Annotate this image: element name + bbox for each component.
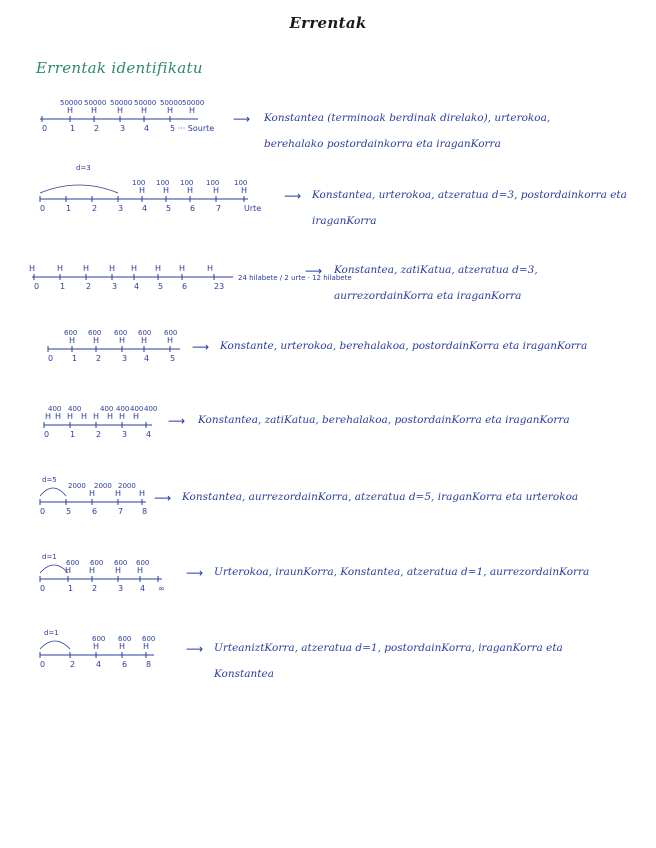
tick-label: 0 xyxy=(40,507,46,516)
annotation-label: d=3 xyxy=(76,164,91,172)
tick-label: 2 xyxy=(92,584,98,593)
payment-mark: H xyxy=(29,264,36,273)
section-subtitle: Errentak identifikatu xyxy=(36,59,203,77)
tick-label: 5 xyxy=(66,507,72,516)
tick-label: 0 xyxy=(42,124,48,133)
timeline-5 xyxy=(40,398,180,444)
payment-mark: H xyxy=(139,186,146,195)
payment-mark: H xyxy=(119,336,126,345)
payment-mark: H xyxy=(93,642,100,651)
payment-amount: 600 xyxy=(138,329,152,337)
payment-mark: H xyxy=(65,566,72,575)
tick-label: 3 xyxy=(122,430,128,439)
tick-label: 23 xyxy=(214,282,225,291)
tick-label: 2 xyxy=(70,660,76,669)
payment-amount: 100 xyxy=(234,179,248,187)
tick-label: 0 xyxy=(44,430,50,439)
payment-amount: 2000 xyxy=(94,482,112,490)
payment-mark: H xyxy=(45,412,52,421)
payment-mark: H xyxy=(55,412,62,421)
timeline-3-svg xyxy=(28,256,352,306)
arrow-icon: ⟶ xyxy=(305,264,323,278)
payment-amount: 400 xyxy=(116,405,130,413)
payment-mark: H xyxy=(141,106,148,115)
payment-amount: 600 xyxy=(66,559,80,567)
arrow-icon: ⟶ xyxy=(192,340,210,354)
tick-label: 6 xyxy=(92,507,98,516)
tick-label: 7 xyxy=(118,507,124,516)
payment-mark: H xyxy=(67,412,74,421)
tick-label: 4 xyxy=(96,660,102,669)
payment-mark: H xyxy=(213,186,220,195)
payment-amount: 600 xyxy=(136,559,150,567)
tick-label: 4 xyxy=(140,584,146,593)
payment-amount: 400 xyxy=(100,405,114,413)
payment-amount: 50000 xyxy=(110,99,133,107)
timeline-8 xyxy=(36,624,186,672)
tick-label: ∞ xyxy=(158,584,165,593)
payment-amount: 100 xyxy=(206,179,220,187)
payment-mark: H xyxy=(91,106,98,115)
tick-label: 5 ··· Sourte xyxy=(170,124,215,133)
tick-label: 5 xyxy=(158,282,164,291)
timeline-1-svg xyxy=(36,94,236,134)
payment-mark: H xyxy=(67,106,74,115)
payment-amount: 400 xyxy=(48,405,62,413)
tick-label: 1 xyxy=(66,204,72,213)
payment-amount: 100 xyxy=(156,179,170,187)
tick-label: Urte xyxy=(244,204,262,213)
timeline-5-svg xyxy=(40,398,180,444)
deferral-arc xyxy=(40,641,70,649)
description-3: Konstantea, zatiKatua, atzeratua d=3, aurrezordainKorra eta iraganKorra xyxy=(334,264,538,302)
tick-label: 4 xyxy=(144,354,150,363)
description-5: Konstantea, zatiKatua, berehalakoa, postordainKorra eta iraganKorra xyxy=(198,414,570,426)
tick-label: 4 xyxy=(144,124,150,133)
tick-label: 3 xyxy=(120,124,126,133)
arrow-icon: ⟶ xyxy=(186,566,204,580)
payment-mark: H xyxy=(69,336,76,345)
tick-label: 6 xyxy=(182,282,188,291)
timeline-2-svg xyxy=(36,166,276,216)
payment-mark: H xyxy=(93,336,100,345)
timeline-8-svg xyxy=(36,624,186,672)
payment-amount: 50000 xyxy=(182,99,205,107)
arrow-icon: ⟶ xyxy=(168,414,186,428)
payment-mark: H xyxy=(167,336,174,345)
payment-amount: 50000 xyxy=(60,99,83,107)
arrow-icon: ⟶ xyxy=(154,491,172,505)
tick-label: 0 xyxy=(34,282,40,291)
tick-label: 0 xyxy=(40,660,46,669)
payment-mark: H xyxy=(109,264,116,273)
deferral-arc xyxy=(40,488,66,496)
tick-label: 3 xyxy=(118,204,124,213)
timeline-2 xyxy=(36,166,276,216)
tick-label: 4 xyxy=(146,430,152,439)
payment-amount: 600 xyxy=(164,329,178,337)
deferral-arc xyxy=(40,185,118,193)
payment-mark: H xyxy=(137,566,144,575)
payment-amount: 600 xyxy=(118,635,132,643)
payment-amount: 50000 xyxy=(160,99,183,107)
payment-amount: 100 xyxy=(132,179,146,187)
tick-label: 2 xyxy=(92,204,98,213)
payment-mark: H xyxy=(93,412,100,421)
timeline-3 xyxy=(28,256,352,306)
tick-label: 3 xyxy=(118,584,124,593)
tick-label: 3 xyxy=(112,282,118,291)
payment-mark: H xyxy=(155,264,162,273)
payment-mark: H xyxy=(107,412,114,421)
tick-label: 8 xyxy=(146,660,152,669)
tick-label: 1 xyxy=(72,354,78,363)
tick-label: 1 xyxy=(70,430,76,439)
annotation-label: d=5 xyxy=(42,476,57,484)
payment-mark: H xyxy=(115,489,122,498)
payment-amount: 2000 xyxy=(118,482,136,490)
tick-label: 0 xyxy=(48,354,54,363)
annotation-label: d=1 xyxy=(44,629,59,637)
tick-label: 7 xyxy=(216,204,222,213)
tick-label: 6 xyxy=(190,204,196,213)
payment-amount: 600 xyxy=(114,559,128,567)
tick-label: 4 xyxy=(134,282,140,291)
payment-mark: H xyxy=(143,642,150,651)
payment-mark: H xyxy=(131,264,138,273)
payment-amount: 400 xyxy=(68,405,82,413)
payment-mark: H xyxy=(167,106,174,115)
payment-mark: H xyxy=(57,264,64,273)
payment-mark: H xyxy=(89,489,96,498)
payment-mark: H xyxy=(115,566,122,575)
arrow-icon: ⟶ xyxy=(186,642,204,656)
payment-mark: H xyxy=(189,106,196,115)
page-title: Errentak xyxy=(289,14,367,32)
annotation-label: d=1 xyxy=(42,553,57,561)
payment-mark: H xyxy=(133,412,140,421)
description-6: Konstantea, aurrezordainKorra, atzeratua d=5, iraganKorra eta urterokoa xyxy=(182,491,579,503)
tick-label: 3 xyxy=(122,354,128,363)
payment-mark: H xyxy=(119,642,126,651)
tick-label: 1 xyxy=(60,282,66,291)
arrow-icon: ⟶ xyxy=(284,189,302,203)
tick-label: 0 xyxy=(40,204,46,213)
description-7: Urterokoa, iraunKorra, Konstantea, atzeratua d=1, aurrezordainKorra xyxy=(214,566,590,578)
tick-label: 1 xyxy=(68,584,74,593)
payment-amount: 50000 xyxy=(84,99,107,107)
payment-mark: H xyxy=(119,412,126,421)
payment-amount: 600 xyxy=(92,635,106,643)
payment-mark: H xyxy=(179,264,186,273)
payment-amount: 600 xyxy=(90,559,104,567)
payment-mark: H xyxy=(163,186,170,195)
payment-amount: 600 xyxy=(64,329,78,337)
tick-label: 2 xyxy=(94,124,100,133)
payment-amount: 600 xyxy=(142,635,156,643)
payment-mark: H xyxy=(83,264,90,273)
timeline-7 xyxy=(36,548,206,596)
tick-label: 2 xyxy=(96,430,102,439)
payment-amount: 600 xyxy=(88,329,102,337)
timeline-1 xyxy=(36,94,236,134)
timeline-7-svg xyxy=(36,548,206,596)
payment-mark: H xyxy=(81,412,88,421)
deferral-arc xyxy=(40,565,68,573)
description-2: Konstantea, urterokoa, atzeratua d=3, postordainkorra eta iraganKorra xyxy=(312,189,627,227)
payment-mark: H xyxy=(241,186,248,195)
tick-label: 6 xyxy=(122,660,128,669)
tick-label: 5 xyxy=(170,354,176,363)
payment-amount: 2000 xyxy=(68,482,86,490)
tick-label: 1 xyxy=(70,124,76,133)
tick-label: 2 xyxy=(96,354,102,363)
payment-mark: H xyxy=(207,264,214,273)
tick-label: 0 xyxy=(40,584,46,593)
description-8: UrteaniztKorra, atzeratua d=1, postordainKorra, iraganKorra eta Konstantea xyxy=(214,642,563,680)
description-1: Konstantea (terminoak berdinak direlako), urterokoa, berehalako postordainkorra eta iraganKorra xyxy=(264,112,551,150)
description-4: Konstante, urterokoa, berehalakoa, postordainKorra eta iraganKorra xyxy=(220,340,588,352)
tick-label: 2 xyxy=(86,282,92,291)
payment-amount: 50000 xyxy=(134,99,157,107)
tick-label: 5 xyxy=(166,204,172,213)
payment-mark: H xyxy=(141,336,148,345)
payment-amount: 600 xyxy=(114,329,128,337)
payment-mark: H xyxy=(139,489,146,498)
tick-label: 4 xyxy=(142,204,148,213)
arrow-icon: ⟶ xyxy=(233,112,251,126)
payment-mark: H xyxy=(187,186,194,195)
payment-amount: 400 xyxy=(144,405,158,413)
payment-amount: 400 xyxy=(130,405,144,413)
payment-amount: 100 xyxy=(180,179,194,187)
payment-mark: H xyxy=(89,566,96,575)
payment-mark: H xyxy=(117,106,124,115)
tick-label: 8 xyxy=(142,507,148,516)
annotation-label: 24 hilabete / 2 urte · 12 hilabete xyxy=(238,274,352,282)
